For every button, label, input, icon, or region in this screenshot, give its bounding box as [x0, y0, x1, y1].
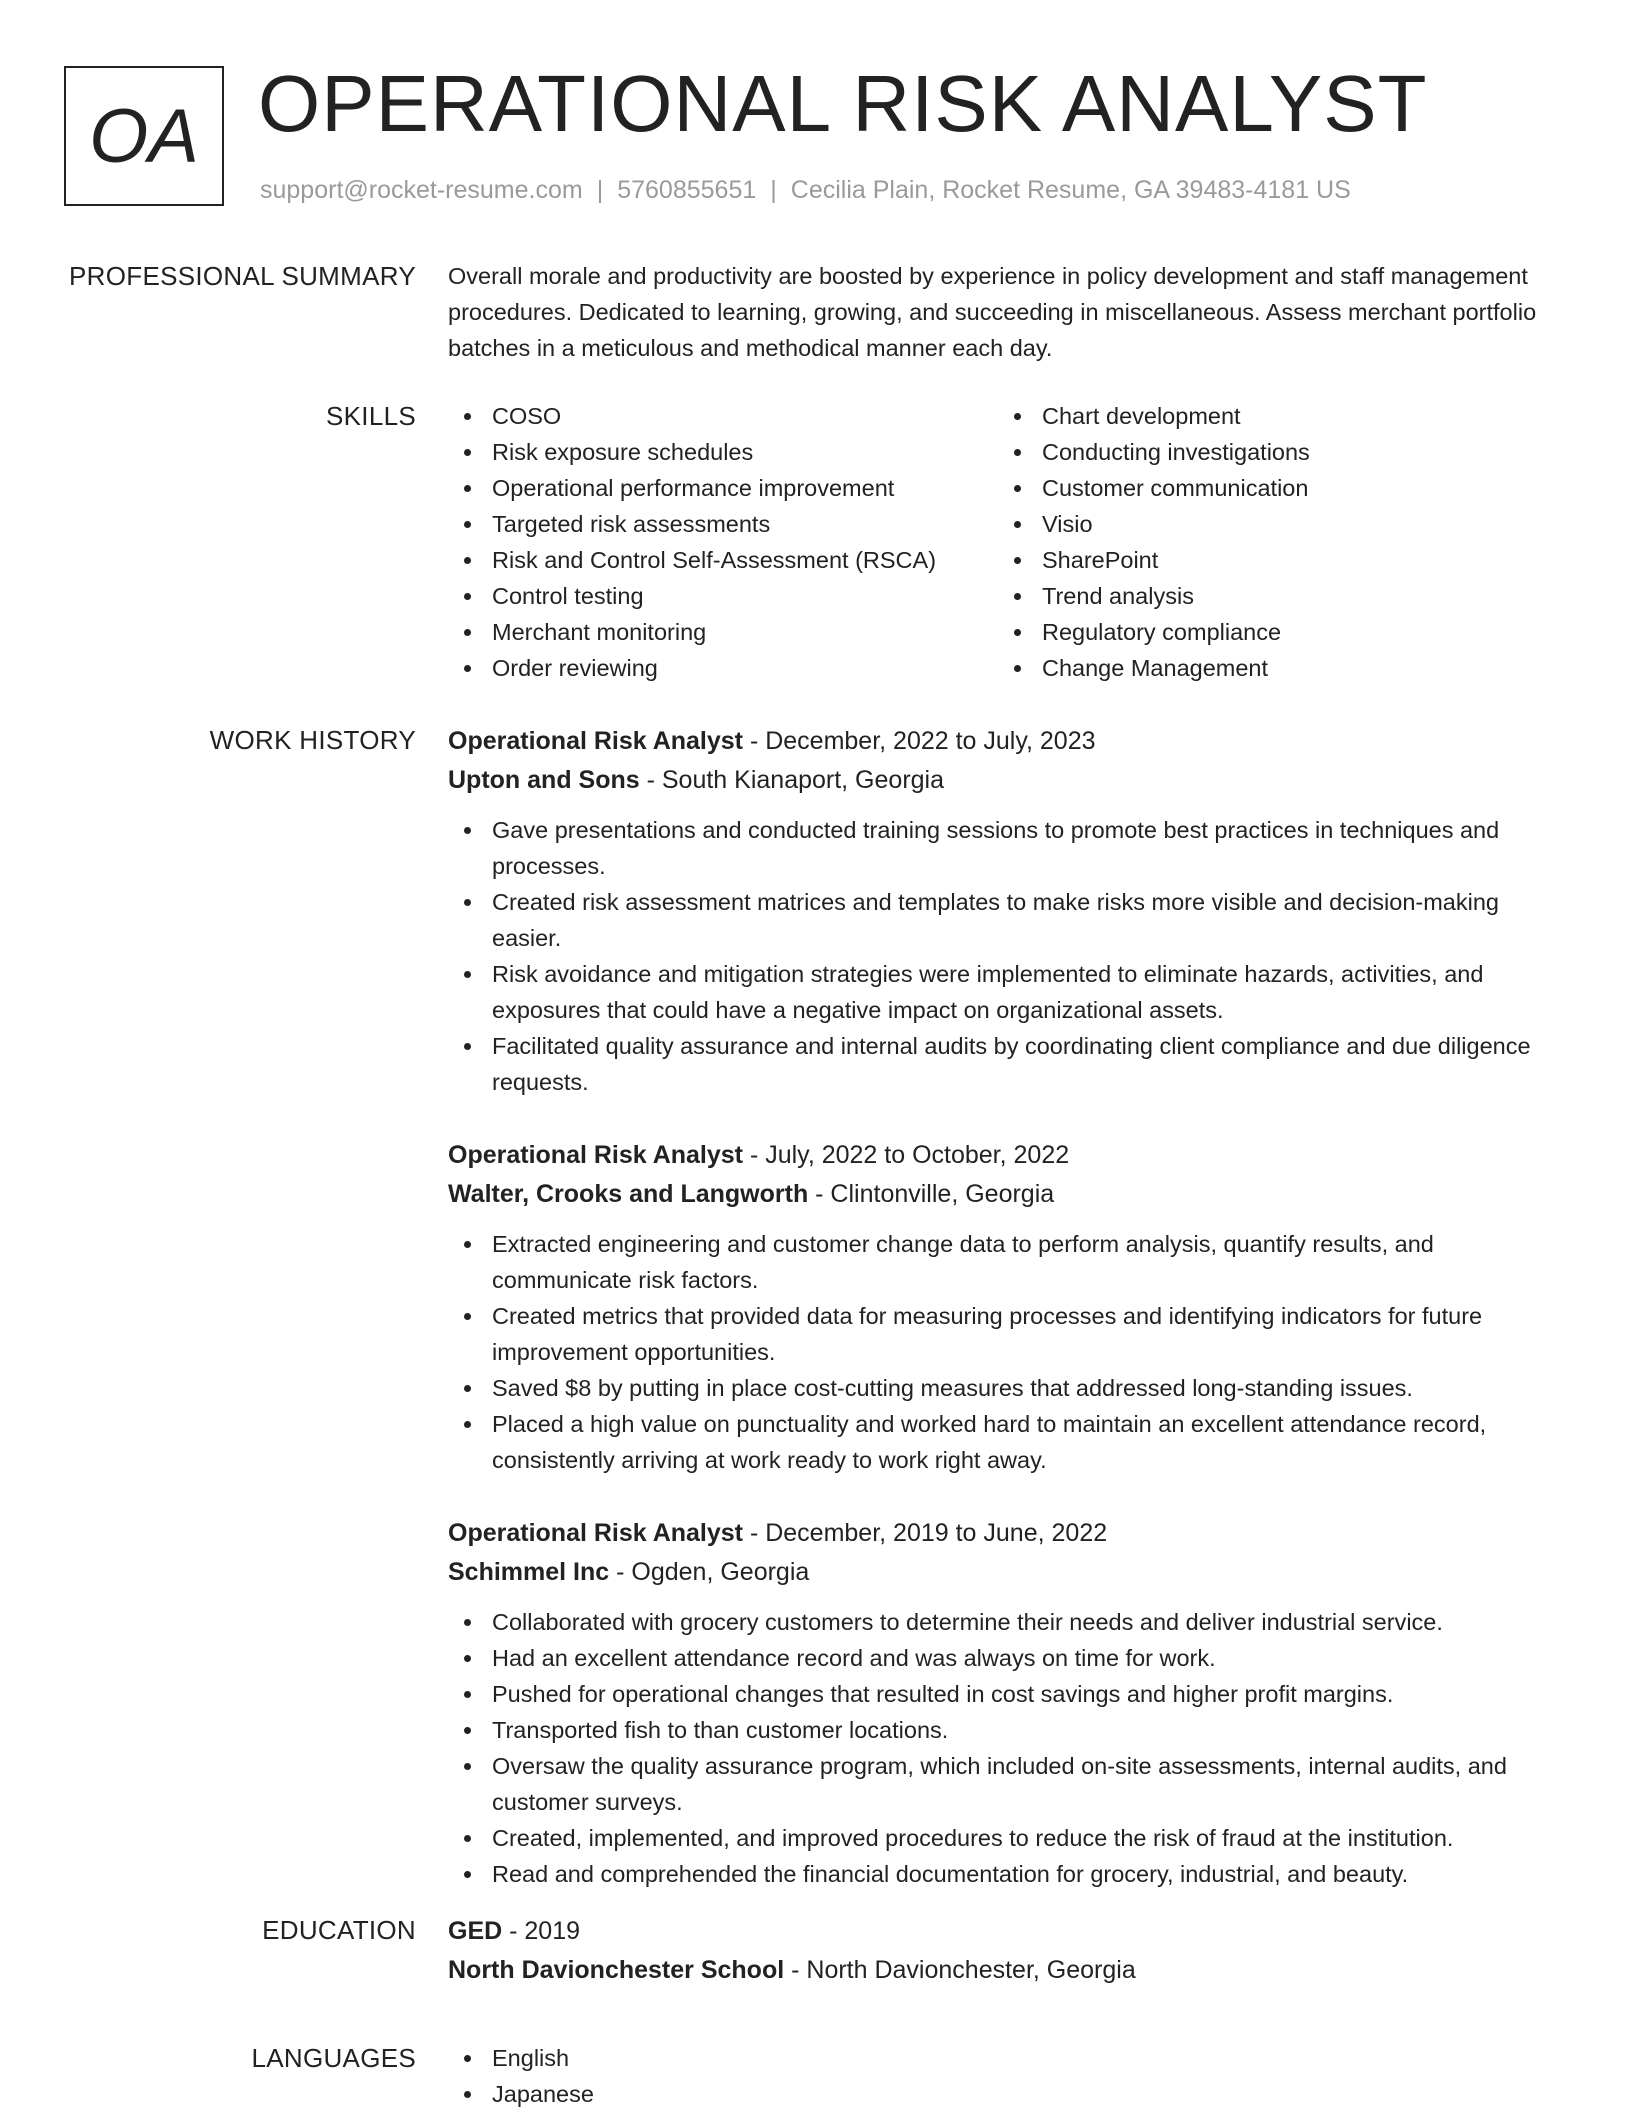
summary-text: Overall morale and productivity are boosted by experience in policy development and staff management procedures. Dedicated to learning, growing, and succeeding in miscellaneous. Assess merchant portfolio batches in a meticulous and methodical manner each day. — [448, 263, 1537, 361]
school-location: - North Davionchester, Georgia — [784, 1956, 1136, 1984]
job-entry — [448, 722, 1568, 1100]
job-bullet: Transported fish to than customer locations. — [448, 1712, 1568, 1748]
skills-list-left — [448, 398, 998, 686]
job-dates: - July, 2022 to October, 2022 — [743, 1141, 1070, 1169]
work-history-content — [448, 722, 1568, 1928]
monogram: OA — [64, 66, 224, 206]
job-bullet: Created risk assessment matrices and templates to make risks more visible and decision-making easier. — [448, 884, 1568, 956]
languages-content — [448, 2040, 1568, 2112]
summary-text-block — [448, 258, 1568, 366]
languages-list — [448, 2040, 1568, 2112]
job-entry — [448, 1136, 1568, 1478]
job-bullet: Created metrics that provided data for measuring processes and identifying indicators for future improvement opportunities. — [448, 1298, 1568, 1370]
job-dates: - December, 2022 to July, 2023 — [743, 727, 1096, 755]
job-bullet: Created, implemented, and improved procedures to reduce the risk of fraud at the institution. — [448, 1820, 1568, 1856]
job-title-line — [448, 722, 1568, 761]
job-company: Walter, Crooks and Langworth — [448, 1180, 809, 1208]
section-label: SKILLS — [326, 401, 416, 431]
skill-item: Customer communication — [998, 470, 1548, 506]
job-company: Upton and Sons — [448, 766, 640, 794]
job-company: Schimmel Inc — [448, 1558, 610, 1586]
job-company-line — [448, 1553, 1568, 1592]
job-title-line — [448, 1136, 1568, 1175]
job-title-line — [448, 1514, 1568, 1553]
job-bullet: Gave presentations and conducted training sessions to promote best practices in techniques and processes. — [448, 812, 1568, 884]
job-location: - South Kianaport, Georgia — [639, 766, 945, 794]
job-bullet: Had an excellent attendance record and was always on time for work. — [448, 1640, 1568, 1676]
skill-item: Trend analysis — [998, 578, 1548, 614]
skill-item: COSO — [448, 398, 998, 434]
job-bullet: Risk avoidance and mitigation strategies were implemented to eliminate hazards, activities, and exposures that could have a negative impact on organizational assets. — [448, 956, 1568, 1028]
degree: GED — [448, 1917, 503, 1945]
address: Cecilia Plain, Rocket Resume, GA 39483-4181 US — [790, 176, 1351, 204]
skills-columns — [448, 398, 1568, 686]
job-bullet: Oversaw the quality assurance program, which included on-site assessments, internal audits, and customer surveys. — [448, 1748, 1568, 1820]
job-bullet: Collaborated with grocery customers to determine their needs and deliver industrial service. — [448, 1604, 1568, 1640]
job-title: Operational Risk Analyst — [448, 1519, 743, 1547]
language-item: Japanese — [448, 2076, 1568, 2112]
skill-item: Change Management — [998, 650, 1548, 686]
page-title: OPERATIONAL RISK ANALYST — [258, 59, 1428, 148]
skill-item: Chart development — [998, 398, 1548, 434]
skill-item: SharePoint — [998, 542, 1548, 578]
degree-year: - 2019 — [502, 1917, 581, 1945]
separator: | — [770, 176, 777, 204]
job-title: Operational Risk Analyst — [448, 727, 743, 755]
job-dates: - December, 2019 to June, 2022 — [743, 1519, 1108, 1547]
section-label: PROFESSIONAL SUMMARY — [69, 261, 416, 291]
contact-line — [260, 172, 1351, 208]
skill-item: Visio — [998, 506, 1548, 542]
section-label: EDUCATION — [262, 1915, 416, 1945]
job-bullet: Placed a high value on punctuality and worked hard to maintain an excellent attendance record, consistently arriving at work ready to work right away. — [448, 1406, 1568, 1478]
job-company-line — [448, 1175, 1568, 1214]
skill-item: Risk exposure schedules — [448, 434, 998, 470]
job-title: Operational Risk Analyst — [448, 1141, 743, 1169]
skill-item: Operational performance improvement — [448, 470, 998, 506]
skill-item: Control testing — [448, 578, 998, 614]
job-bullets — [448, 1226, 1568, 1478]
section-label: WORK HISTORY — [209, 725, 416, 755]
skill-item: Regulatory compliance — [998, 614, 1548, 650]
degree-line — [448, 1912, 1568, 1951]
language-item: English — [448, 2040, 1568, 2076]
job-bullets — [448, 812, 1568, 1100]
job-bullet: Saved $8 by putting in place cost-cutting measures that addressed long-standing issues. — [448, 1370, 1568, 1406]
skill-item: Targeted risk assessments — [448, 506, 998, 542]
job-bullet: Facilitated quality assurance and internal audits by coordinating client compliance and due diligence requests. — [448, 1028, 1568, 1100]
job-bullet: Pushed for operational changes that resulted in cost savings and higher profit margins. — [448, 1676, 1568, 1712]
skill-item: Risk and Control Self-Assessment (RSCA) — [448, 542, 998, 578]
separator: | — [596, 176, 604, 204]
job-entry — [448, 1514, 1568, 1892]
skill-item: Conducting investigations — [998, 434, 1548, 470]
education-content — [448, 1912, 1568, 1990]
email[interactable]: support@rocket-resume.com — [260, 176, 583, 204]
section-label: LANGUAGES — [251, 2043, 416, 2073]
job-company-line — [448, 761, 1568, 800]
school-line — [448, 1951, 1568, 1990]
school: North Davionchester School — [448, 1956, 785, 1984]
job-bullet: Read and comprehended the financial documentation for grocery, industrial, and beauty. — [448, 1856, 1568, 1892]
job-location: - Ogden, Georgia — [609, 1558, 810, 1586]
job-bullet: Extracted engineering and customer change data to perform analysis, quantify results, and communicate risk factors. — [448, 1226, 1568, 1298]
skill-item: Merchant monitoring — [448, 614, 998, 650]
phone[interactable]: 5760855651 — [617, 176, 757, 204]
job-location: - Clintonville, Georgia — [808, 1180, 1055, 1208]
job-bullets — [448, 1604, 1568, 1892]
skills-list-right — [998, 398, 1548, 686]
skill-item: Order reviewing — [448, 650, 998, 686]
